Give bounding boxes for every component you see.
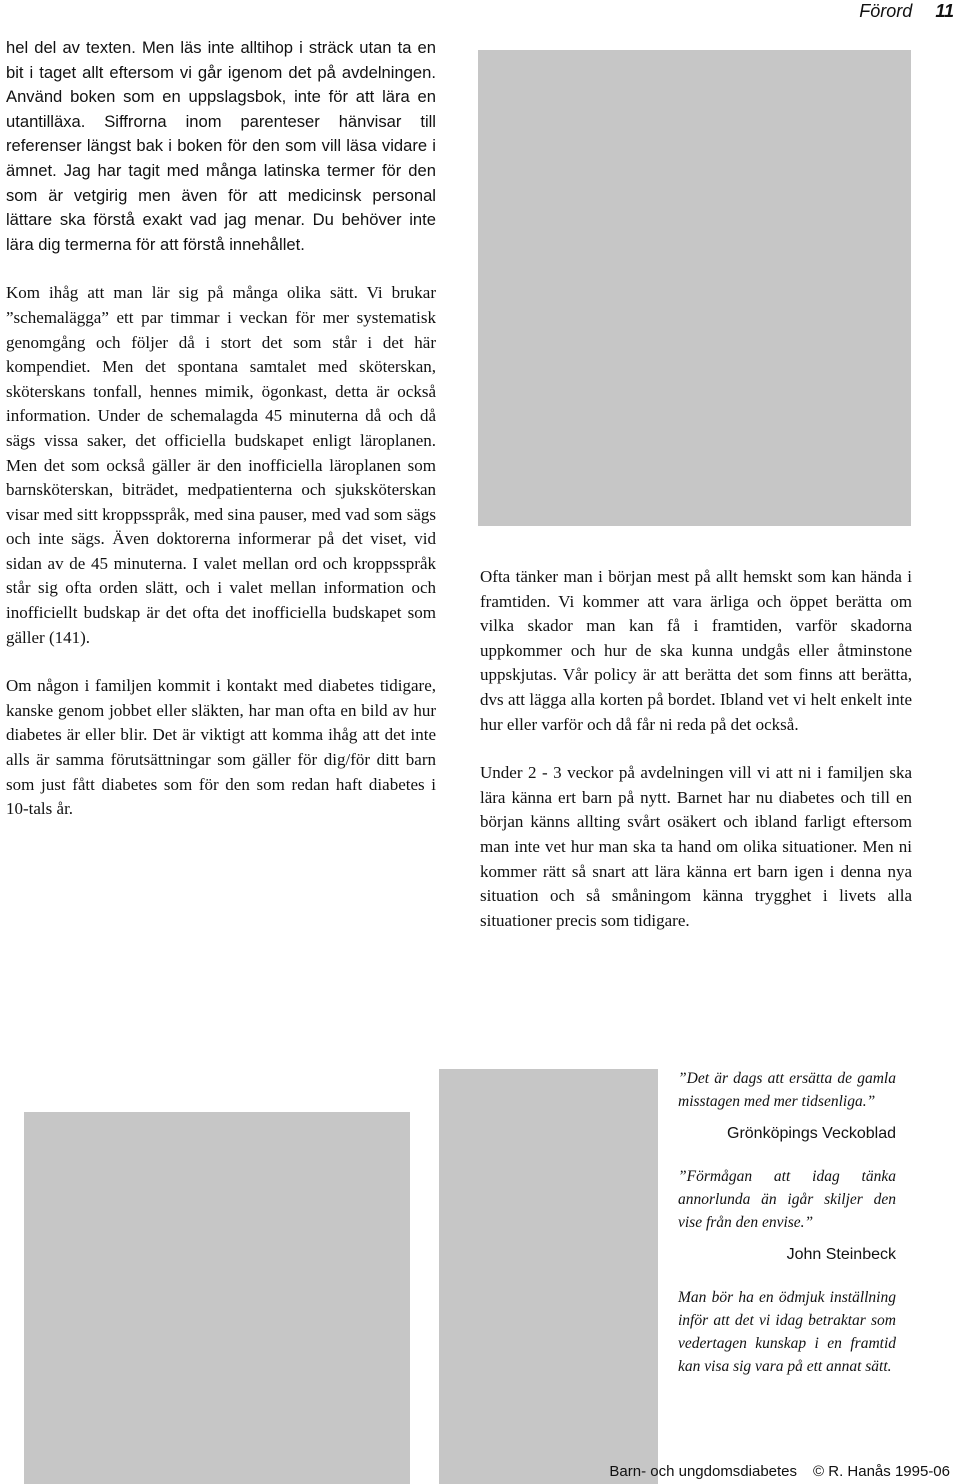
weeks-paragraph: Under 2 - 3 veckor på avdelningen vill vi att ni i familjen ska lära känna ert barn på nytt. Barnet har nu diabetes och till en början känns allting svårt osäkert och ibland farligt eftersom man inte vet hur man ska ta hand om olika situationer. Men ni kommer rätt så snart att lära känna ert barn igen i denna nya situation och så småningom känna trygghet i livets alla situationer precis som tidigare. xyxy=(480,763,912,930)
photo-placeholder-top xyxy=(478,50,911,526)
footer-title: Barn- och ungdomsdiabetes xyxy=(609,1463,798,1480)
right-column xyxy=(480,565,912,957)
intro-paragraph: hel del av texten. Men läs inte alltihop i sträck utan ta en bit i taget allt eftersom vi går igenom det på avdelningen. Använd boken som en uppslagsbok, inte för att lära en utantilläxa. Siffrorna inom parenteser hänvisar till referenser längst bak i boken för den som vill läsa vidare i ämnet. Jag har tagit med många latinska termer för den som är vetgirig men även för att medicinsk personal lättare ska förstå exakt vad jag menar. Du behöver inte lära dig termerna för att förstå innehållet. xyxy=(6,38,436,254)
quote-text: ”Förmågan att idag tänka annorlunda än igår skiljer den vise från den envise.” xyxy=(678,1168,896,1231)
quote-source: John Steinbeck xyxy=(786,1246,896,1263)
future-paragraph: Ofta tänker man i början mest på allt hemskt som kan hända i framtiden. Vi kommer att vara ärliga och öppet berätta om vilka skador man kan få i framtiden, varför skadorna uppkommer och hur de ska kunna undgås eller åtminstone uppskjutas. Vår policy är att berätta det som finns att berätta, dvs att lägga alla korten på bordet. Ibland vet vi helt enkelt inte hur eller varför och då får ni reda på det också. xyxy=(480,567,912,734)
quotes-column xyxy=(678,1067,896,1378)
footer-copyright: © R. Hanås 1995-06 xyxy=(813,1463,950,1480)
quote-text: Man bör ha en ödmjuk inställning inför att det vi idag betraktar som vedertagen kunskap i en framtid kan visa sig vara på ett annat sätt. xyxy=(678,1289,896,1375)
page-header xyxy=(859,0,954,24)
left-column xyxy=(6,36,436,846)
quote-text: ”Det är dags att ersätta de gamla misstagen med mer tidsenliga.” xyxy=(678,1070,896,1110)
section-title: Förord xyxy=(859,1,913,21)
page-number: 11 xyxy=(935,1,954,21)
page-footer xyxy=(609,1462,950,1482)
family-experience-paragraph: Om någon i familjen kommit i kontakt med diabetes tidigare, kanske genom jobbet eller släkten, har man ofta en bild av hur diabetes är eller blir. Det är viktigt att komma ihåg att det inte alls är samma förutsättningar som gäller för dig/för ditt barn som just fått diabetes som för den som redan haft diabetes i 10-tals år. xyxy=(6,676,436,819)
photo-placeholder-bottom-left xyxy=(24,1112,410,1484)
photo-placeholder-bottom-middle xyxy=(439,1069,658,1484)
quote-source: Grönköpings Veckoblad xyxy=(727,1125,896,1142)
learning-paragraph: Kom ihåg att man lär sig på många olika sätt. Vi brukar ”schemalägga” ett par timmar i veckan för mer systematisk genomgång och följer då i stort det som står i det här kompendiet. Men det spontana samtalet med sköterskan, sköterskans tonfall, hennes mimik, ögonkast, detta är också information. Under de schemalagda 45 minuterna då och då sägs vissa saker, det officiella budskapet enligt läroplanen. Men det som också gäller är den inofficiella läroplanen som barnsköterskan, biträdet, medpatienterna och sjuksköterskan visar med sitt kroppsspråk, med sina pauser, med vad som sägs och inte sägs. Även doktorerna informerar på det viset, vid sidan av de 45 minuterna. I valet mellan ord och kroppsspråk står sig ofta orden slätt, och i valet mellan information och inofficiellt budskap är det ofta det inofficiella budskapet som gäller (141). xyxy=(6,283,436,647)
